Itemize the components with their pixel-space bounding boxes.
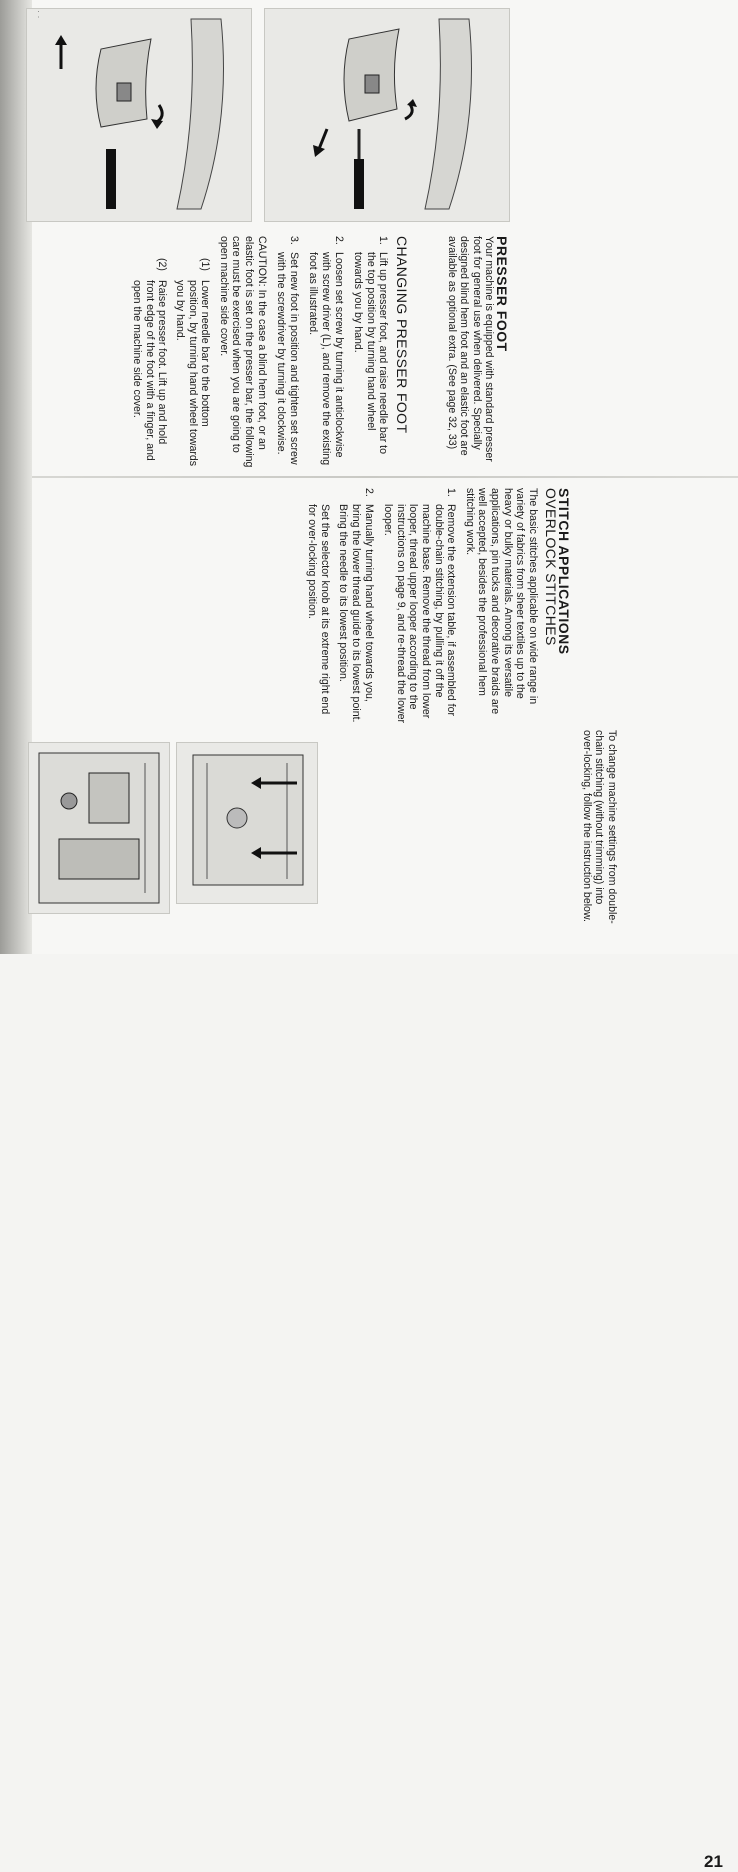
- step-number: 1.: [445, 488, 458, 497]
- overlock-steps-list: [306, 488, 458, 728]
- step-number: 3.: [287, 236, 300, 245]
- caution-text: In the case a blind hem foot, or an elastic foot is set on the presser bar, the following care must be exercised when you are going to open machine side cover.: [217, 236, 268, 468]
- page-seam: [0, 476, 738, 478]
- change-settings-note: [574, 730, 618, 930]
- caution-step-text: Raise presser foot. Lift up and hold front edge of the foot with a finger, and open the machine side cover.: [131, 280, 169, 461]
- illustration-extension-table: [176, 742, 318, 904]
- presser-foot-section: [439, 236, 508, 466]
- caution-steps: [131, 236, 212, 468]
- caution-note: [217, 236, 267, 468]
- scan-margin-mark: · ·: [34, 10, 44, 19]
- page-number: 21: [704, 1852, 723, 1871]
- extension-table-drawing: [177, 743, 317, 903]
- screwdriver-attach-foot-drawing: [27, 9, 251, 221]
- presser-foot-intro: Your machine is equipped with standard presser foot for general use when delivered. Specially designed blind hem foot and an elastic foot are available as optional extra. (See page 32, 33): [445, 236, 496, 462]
- looper-mechanism-drawing: [29, 743, 169, 913]
- list-item: [382, 488, 458, 728]
- list-item: [306, 488, 375, 728]
- step-text: Lift up presser foot, and raise needle bar to the top position by turning hand wheel towards you by hand.: [352, 252, 390, 454]
- list-item: [131, 258, 169, 468]
- stitch-applications-intro: The basic stitches applicable on wide range in variety of fabrics from sheer textiles up to the heavy or bulky materials. Among its versatile applications, pin tucks and decorative braids are well accepted, besides the professional hem stitching work.: [463, 488, 539, 715]
- step-text: Manually turning hand wheel towards you, bring the lower thread guide to its lowest point. Bring the needle to its lowest position.: [337, 504, 375, 723]
- changing-presser-foot-title: CHANGING PRESSER FOOT: [394, 236, 410, 434]
- step-number: 1.: [377, 236, 390, 245]
- caution-label: CAUTION:: [255, 236, 268, 287]
- overlock-stitches-subtitle: OVERLOCK STITCHES: [543, 488, 560, 646]
- list-item: [307, 236, 345, 468]
- presser-foot-title: PRESSER FOOT: [494, 236, 510, 352]
- caution-step-number: (2): [156, 258, 169, 271]
- illustration-looper-mechanism: [28, 742, 170, 914]
- list-item: [275, 236, 300, 468]
- step-text: Loosen set screw by turning it anticlockwise with screw driver (L), and remove the existing foot as illustrated.: [307, 252, 345, 466]
- step-number: 2.: [362, 488, 375, 497]
- screwdriver-remove-foot-drawing: [265, 9, 509, 221]
- stitch-applications-title: STITCH APPLICATIONS: [556, 488, 572, 655]
- step-number: 2.: [332, 236, 345, 245]
- illustration-screwdriver-attach-foot: [26, 8, 252, 222]
- step-text: Set new foot in position and tighten set screw with the screwdriver by turning it clockwise.: [275, 252, 300, 465]
- list-item: [174, 258, 212, 468]
- change-note-text: To change machine settings from double-chain stitching (without trimming) into over-locking, follow the instruction below.: [580, 730, 618, 924]
- caution-step-number: (1): [199, 258, 212, 271]
- step-text: Remove the extension table, if assembled for double-chain stitching, by pulling it off the machine base. Remove the thread from lower looper, thread upper looper according to the instructions on page 9, and re-thread the lower looper.: [382, 504, 458, 724]
- illustration-screwdriver-remove-foot: [264, 8, 510, 222]
- stitch-applications-section: [299, 488, 570, 728]
- caution-step-text: Lower needle bar to the bottom position, by turning hand wheel towards you by hand.: [174, 280, 212, 467]
- list-item: [352, 236, 390, 468]
- changing-presser-foot-section: [126, 236, 408, 468]
- changing-steps-list: [275, 236, 390, 468]
- step-extra: Set the selector knob at its extreme right end for over-locking position.: [306, 504, 331, 715]
